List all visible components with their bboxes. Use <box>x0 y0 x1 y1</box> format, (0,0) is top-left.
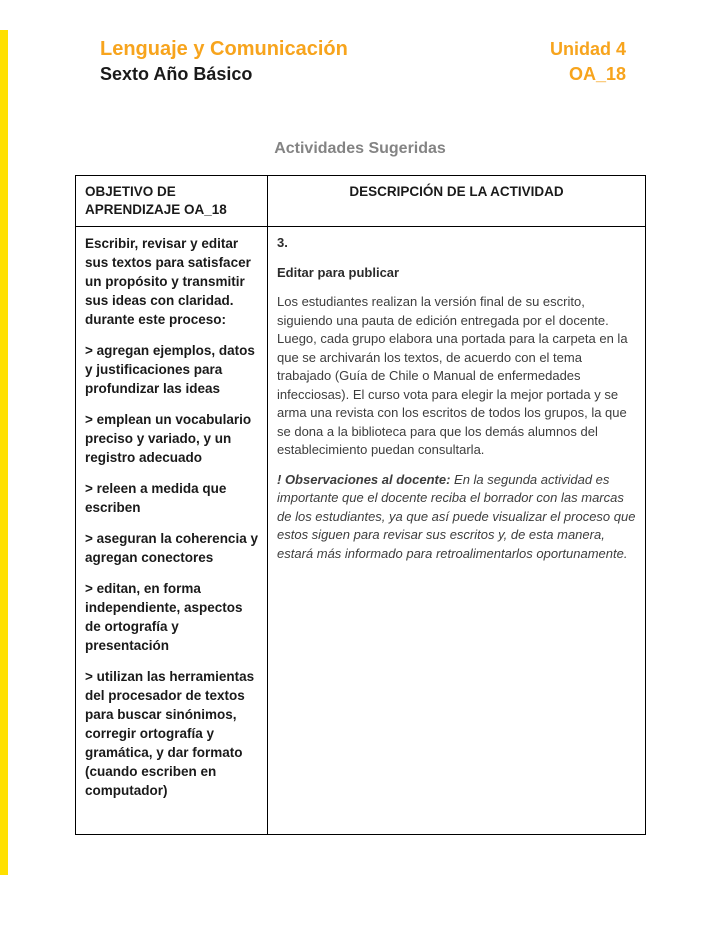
oa-label: OA_18 <box>568 64 626 84</box>
objective-item: > editan, en forma independiente, aspectos de ortografía y presentación <box>85 581 243 653</box>
header-row-2 <box>100 62 626 87</box>
description-header-text: DESCRIPCIÓN DE LA ACTIVIDAD <box>349 184 564 199</box>
objective-intro: Escribir, revisar y editar sus textos para satisfacer un propósito y transmitir sus ideas con claridad. durante este proceso: <box>85 236 251 327</box>
section-title: Actividades Sugeridas <box>274 140 446 157</box>
activities-table <box>75 175 646 835</box>
table-body-row <box>76 227 646 835</box>
objective-item: > aseguran la coherencia y agregan conectores <box>85 531 258 565</box>
teacher-note <box>277 471 636 564</box>
activity-title: Editar para publicar <box>277 264 400 280</box>
objective-item: > agregan ejemplos, datos y justificaciones para profundizar las ideas <box>85 343 255 396</box>
header-row-1 <box>100 36 626 62</box>
activity-body: Los estudiantes realizan la versión final de su escrito, siguiendo una pauta de edición entregada por el docente. Luego, cada grupo elabora una portada para la carpeta en la que se archivarán los textos, de acuerdo con el tema trabajado (Guía de Chile o Manual de enfermedades infecciosas). El curso vota para elegir la mejor portada y se arma una revista con los escritos de todos los grupos, la que se dona a la biblioteca para que los demás alumnos del establecimiento puedan consultarla. <box>277 294 628 457</box>
subject-title: Lenguaje y Comunicación <box>100 38 348 60</box>
objective-item: > emplean un vocabulario preciso y variado, y un registro adecuado <box>85 412 252 465</box>
document-header <box>100 36 626 87</box>
table-header-row <box>76 176 646 227</box>
description-header-cell <box>268 176 646 227</box>
grade-subtitle: Sexto Año Básico <box>100 64 253 84</box>
objective-cell <box>76 227 268 835</box>
objective-item: > releen a medida que escriben <box>85 481 227 515</box>
activity-cell <box>268 227 646 835</box>
activity-number: 3. <box>277 235 288 250</box>
teacher-note-body: En la segunda actividad es importante que el docente reciba el borrador con las marcas de los estudiantes, ya que así puede visualizar el proceso que estos siguen para revisar sus escritos y, de esta manera, estará más informado para retroalimentarlos oportunamente. <box>277 471 636 561</box>
objective-header-text: OBJETIVO DE APRENDIZAJE OA_18 <box>85 184 227 217</box>
unit-label: Unidad 4 <box>549 39 626 59</box>
objective-header-cell <box>76 176 268 227</box>
objective-item: > utilizan las herramientas del procesador de textos para buscar sinónimos, corregir ortografía y gramática, y dar formato (cuando escriben en computador) <box>85 669 255 798</box>
teacher-note-label: ! Observaciones al docente: <box>277 471 451 487</box>
